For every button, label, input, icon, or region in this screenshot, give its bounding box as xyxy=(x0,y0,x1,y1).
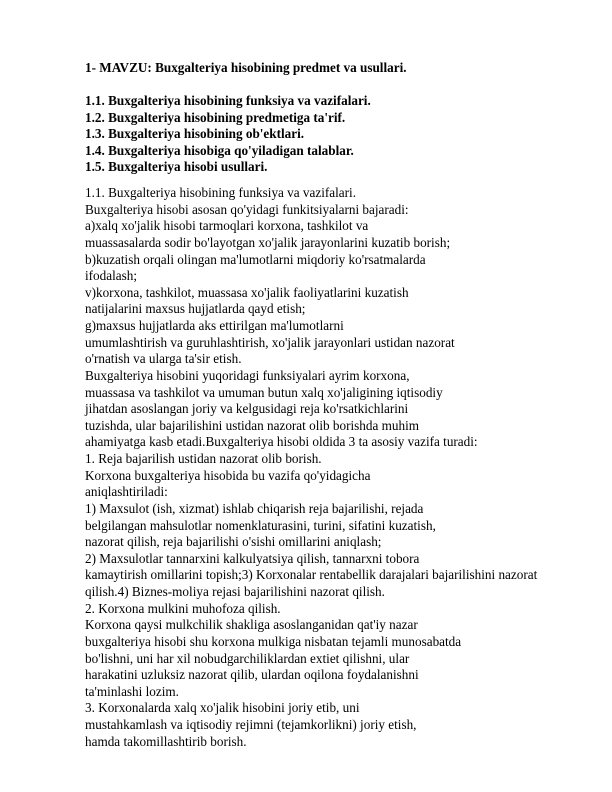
body-line: ifodalash; xyxy=(85,268,138,284)
body-line: nazorat qilish, reja bajarilishi o'sishi omillarini aniqlash; xyxy=(85,534,382,550)
body-line: jihatdan asoslangan joriy va kelgusidagi reja ko'rsatkichlarini xyxy=(85,401,409,417)
body-line: ahamiyatga kasb etadi.Buxgalteriya hisobi oldida 3 ta asosiy vazifa turadi: xyxy=(85,434,478,450)
body-line: Korxona buxgalteriya hisobida bu vazifa qo'yidagicha xyxy=(85,467,371,483)
body-line: 2. Korxona mulkini muhofoza qilish. xyxy=(85,600,281,616)
body-line: g)maxsus hujjatlarda aks ettirilgan ma'lumotlarni xyxy=(85,318,344,333)
body-line: 1) Maxsulot (ish, xizmat) ishlab chiqarish reja bajarilishi, rejada xyxy=(85,500,424,516)
body-line: kamaytirish omillarini topish;3) Korxonalar rentabellik darajalari bajarilishini nazorat xyxy=(85,567,538,583)
body-line: v)korxona, tashkilot, muassasa xo'jalik faoliyatlarini kuzatish xyxy=(85,284,409,300)
body-text xyxy=(85,185,537,750)
body-line: bo'lishni, uni har xil nobudgarchiliklardan extiet qilishni, ular xyxy=(85,650,410,666)
body-line: muassasa va tashkilot va umuman butun xalq xo'jaligining iqtisodiy xyxy=(85,384,443,400)
toc-item: 1.1. Buxgalteriya hisobining funksiya va vazifalari. xyxy=(85,93,371,108)
body-line: Buxgalteriya hisobini yuqoridagi funksiyalari ayrim korxona, xyxy=(85,367,410,383)
body-line: 2) Maxsulotlar tannarxini kalkulyatsiya qilish, tannarxni tobora xyxy=(85,550,420,566)
document-title: 1- MAVZU: Buxgalteriya hisobining predmet va usullari. xyxy=(85,60,407,75)
body-line: harakatini uzluksiz nazorat qilib, ulardan oqilona foydalanishni xyxy=(85,667,419,683)
body-line: b)kuzatish orqali olingan ma'lumotlarni miqdoriy ko'rsatmalarda xyxy=(85,251,426,267)
body-line: mustahkamlash va iqtisodiy rejimni (tejamkorlikni) joriy etish, xyxy=(85,717,417,732)
body-line: a)xalq xo'jalik hisobi tarmoqlari korxona, tashkilot va xyxy=(85,218,369,234)
toc-item: 1.2. Buxgalteriya hisobining predmetiga ta'rif. xyxy=(85,109,346,125)
body-line: Buxgalteriya hisobi asosan qo'yidagi funkitsiyalarni bajaradi: xyxy=(85,201,409,217)
body-line: tuzishda, ular bajarilishini ustidan nazorat olib borishda muhim xyxy=(85,417,420,433)
body-line: buxgalteriya hisobi shu korxona mulkiga nisbatan tejamli munosabatda xyxy=(85,633,462,649)
body-line: o'rnatish va ularga ta'sir etish. xyxy=(85,351,242,367)
body-line: Korxona qaysi mulkchilik shakliga asoslanganidan qat'iy nazar xyxy=(85,617,418,633)
table-of-contents xyxy=(85,93,371,176)
body-line: muassasalarda sodir bo'layotgan xo'jalik jarayonlarini kuzatib borish; xyxy=(85,234,451,250)
body-line: qilish.4) Biznes-moliya rejasi bajarilishini nazorat qilish. xyxy=(85,584,385,599)
body-line: hamda takomillashtirib borish. xyxy=(85,733,247,749)
body-line: 1. Reja bajarilish ustidan nazorat olib borish. xyxy=(85,451,322,466)
toc-item: 1.4. Buxgalteriya hisobiga qo'yiladigan talablar. xyxy=(85,142,354,158)
body-line: belgilangan mahsulotlar nomenklaturasini, turini, sifatini kuzatish, xyxy=(85,517,436,533)
toc-item: 1.5. Buxgalteriya hisobi usullari. xyxy=(85,159,268,175)
body-line: 1.1. Buxgalteriya hisobining funksiya va vazifalari. xyxy=(85,185,357,200)
body-line: aniqlashtiriladi: xyxy=(85,484,168,500)
body-line: umumlashtirish va guruhlashtirish, xo'jalik jarayonlari ustidan nazorat xyxy=(85,334,455,350)
toc-item: 1.3. Buxgalteriya hisobining ob'ektlari. xyxy=(85,126,305,142)
body-line: ta'minlashi lozim. xyxy=(85,683,179,699)
body-line: natijalarini maxsus hujjatlarda qayd etish; xyxy=(85,301,306,317)
body-line: 3. Korxonalarda xalq xo'jalik hisobini joriy etib, uni xyxy=(85,700,360,716)
